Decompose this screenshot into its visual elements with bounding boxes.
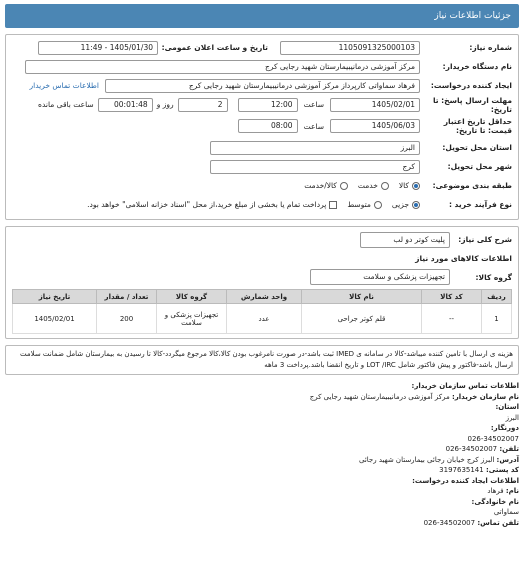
cat-option-goods[interactable]: کالا xyxy=(399,181,420,190)
goods-group-field: تجهیزات پزشکی و سلامت xyxy=(310,269,450,285)
need-no-label: شماره نیاز: xyxy=(469,43,512,52)
contact-province: البرز xyxy=(505,413,519,422)
cell-row-no: 1 xyxy=(482,304,512,334)
need-no-field: 1105091325000103 xyxy=(280,41,420,55)
col-header: واحد شمارش xyxy=(227,290,302,304)
creator-contact-title: اطلاعات ایجاد کننده درخواست: xyxy=(412,476,519,485)
province-field: البرز xyxy=(210,141,420,155)
creator-name: فرهاد xyxy=(487,487,504,495)
process-option-medium[interactable]: متوسط xyxy=(347,200,382,209)
deadline-time-field: 12:00 xyxy=(238,98,298,112)
phone-value: 026-34502007 xyxy=(445,445,498,453)
radio-icon xyxy=(381,182,389,190)
col-header: تاریخ نیاز xyxy=(13,290,97,304)
table-row[interactable] xyxy=(13,304,512,334)
buyer-label: نام دستگاه خریدار: xyxy=(442,62,512,71)
radio-icon xyxy=(412,201,420,209)
buyer-notes: هزینه ی ارسال با تامین کننده میباشد-کالا در سامانه ی IMED ثبت باشد-در صورت نامرغوب بودن کالا،کالا مرجوع میگردد-کالا تا رسیدن به بیمارستان شامل ضمانت سلامت ارسال باشد-فاکتور و پیش فاکتور شامل LOT /IRC و تاریخ انقضا باشد.پرداخت 3 ماهه xyxy=(5,345,519,375)
checkbox-icon xyxy=(329,201,337,209)
remain-field: 00:01:48 xyxy=(98,98,153,112)
address-value: البرز کرج خیابان رجائی بیمارستان شهید رجائی xyxy=(358,455,495,464)
goods-table xyxy=(12,289,512,334)
contact-title: اطلاعات تماس سازمان خریدار: xyxy=(411,382,519,390)
days-field: 2 xyxy=(178,98,228,112)
postal-value: 3197635141 xyxy=(439,466,484,474)
org-name: مرکز آموزشی درمانیبیمارستان شهید رجایی کرج xyxy=(309,392,450,401)
deadline-label: مهلت ارسال پاسخ: تا تاریخ: xyxy=(432,95,512,114)
process-label: نوع فرآیند خرید : xyxy=(448,200,512,209)
cell-group: تجهیزات پزشکی و سلامت xyxy=(157,304,227,334)
cat-option-service[interactable]: خدمت xyxy=(358,181,389,190)
goods-group-label: گروه کالا: xyxy=(475,272,512,282)
cat-option-both[interactable]: کالا/خدمت xyxy=(304,181,348,190)
deadline-date-field: 1405/02/01 xyxy=(330,98,420,112)
goods-title: اطلاعات کالاهای مورد نیاز xyxy=(415,254,512,263)
category-label: طبقه بندی موضوعی: xyxy=(432,181,512,190)
col-header: نام کالا xyxy=(302,290,422,304)
announce-field: 1405/01/30 - 11:49 xyxy=(38,41,158,55)
buyer-contact-link[interactable]: اطلاعات تماس خریدار xyxy=(29,81,99,90)
cell-code: -- xyxy=(422,304,482,334)
cell-qty: 200 xyxy=(97,304,157,334)
deadline-time-label: ساعت xyxy=(303,100,324,109)
remain-label: ساعت باقی مانده xyxy=(38,100,94,109)
province-label: استان محل تحویل: xyxy=(442,143,512,152)
creator-field: فرهاد سماواتی کارپرداز مرکز آموزشی درمانیبیمارستان شهید رجایی کرج xyxy=(105,79,420,93)
city-field: کرج xyxy=(210,160,420,174)
cell-unit: عدد xyxy=(227,304,302,334)
creator-phone: 026-34502007 xyxy=(423,518,476,527)
buyer-field: مرکز آموزشی درمانیبیمارستان شهید رجایی کرج xyxy=(25,60,420,74)
page-header: جزئیات اطلاعات نیاز xyxy=(5,4,519,28)
radio-icon xyxy=(340,182,348,190)
payment-checkbox[interactable]: پرداخت تمام یا بخشی از مبلغ خرید،از محل "اسناد خزانه اسلامی" خواهد بود. xyxy=(87,200,337,209)
fax-value: 026-34502007 xyxy=(467,434,519,443)
col-header: تعداد / مقدار xyxy=(97,290,157,304)
process-option-small[interactable]: جزیی xyxy=(392,200,420,209)
col-header: ردیف xyxy=(482,290,512,304)
validity-time-label: ساعت xyxy=(303,121,324,131)
need-info-panel xyxy=(5,34,519,220)
radio-icon xyxy=(412,182,420,190)
city-label: شهر محل تحویل: xyxy=(447,162,512,171)
validity-date-field: 1405/06/03 xyxy=(330,119,420,133)
goods-panel xyxy=(5,226,519,339)
col-header: گروه کالا xyxy=(157,290,227,304)
cell-date: 1405/02/01 xyxy=(13,304,97,334)
days-label: روز و xyxy=(156,100,174,109)
radio-icon xyxy=(374,201,382,209)
contact-section: اطلاعات تماس سازمان خریدار: نام سازمان خریدار: مرکز آموزشی درمانیبیمارستان شهید رجایی کرج استان: البرز دورنگار: 026-34502007 تلفن: 026-34502007 آدرس: البرز کرج خیابان رجائی بیمارستان شهید رجائی کد پستی: 3197635141 اطلاعات ایجاد کننده درخواست: نام: فرهاد نام خانوادگی: سماواتی تلفن تماس: 026-34502007 xyxy=(5,381,519,528)
cell-name: قلم کوتر جراحی xyxy=(302,304,422,334)
creator-label: ایجاد کننده درخواست: xyxy=(430,81,512,90)
summary-label: شرح کلی نیاز: xyxy=(458,235,512,244)
validity-time-field: 08:00 xyxy=(238,119,298,133)
col-header: کد کالا xyxy=(422,290,482,304)
announce-label: تاریخ و ساعت اعلان عمومی: xyxy=(161,43,268,52)
summary-field: پلیت کوتر دو لب xyxy=(360,232,450,248)
creator-family: سماواتی xyxy=(493,508,519,516)
table-header-row xyxy=(13,290,512,304)
validity-label: حداقل تاریخ اعتبار قیمت: تا تاریخ: xyxy=(443,117,512,135)
